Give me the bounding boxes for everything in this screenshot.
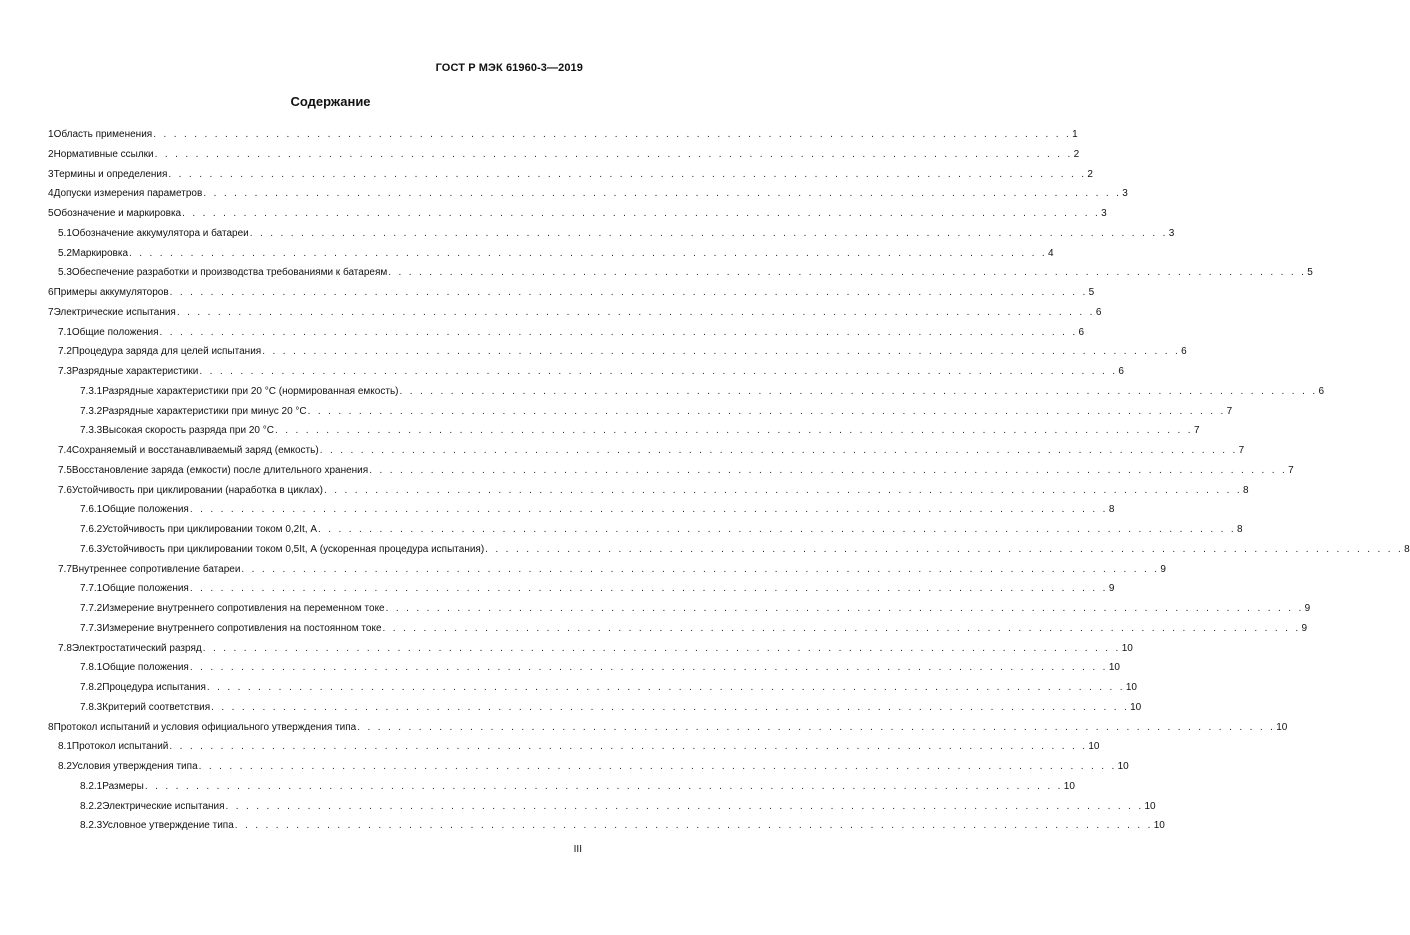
toc-entry-number: 8.2.1 (80, 780, 103, 792)
toc-dot-leader: . . . . . . . . . . . . . . . . . . . . . . . . . . . . . . . . . . . . . . . . . . . . . . . . . . . . . . . . . . . . . . . . . . . . . . . . . . . . . . . . . . . . . . . . . . (388, 267, 1307, 279)
toc-entry-number: 7.3 (58, 366, 72, 377)
toc-entry-page: 8 (1242, 484, 1249, 496)
toc-entry-page: 7 (1193, 425, 1200, 437)
toc-entry-page: 10 (1153, 820, 1165, 832)
toc-entry[interactable] (48, 382, 1325, 402)
toc-dot-leader: . . . . . . . . . . . . . . . . . . . . . . . . . . . . . . . . . . . . . . . . . . . . . . . . . . . . . . . . . . . . . . . . . . . . . . . . . . . . . . . . . . . . . . . . . . (318, 524, 1236, 535)
toc-entry-page: 10 (1088, 741, 1100, 753)
toc-entry[interactable] (48, 658, 1120, 678)
toc-entry-number: 5.3 (58, 267, 72, 279)
toc-entry-title: Примеры аккумуляторов (53, 287, 169, 298)
toc-entry[interactable] (48, 737, 1100, 757)
toc-dot-leader: . . . . . . . . . . . . . . . . . . . . . . . . . . . . . . . . . . . . . . . . . . . . . . . . . . . . . . . . . . . . . . . . . . . . . . . . . . . . . . . . . . . . . . . . . . (307, 405, 1226, 417)
toc-entry-number: 4 (48, 188, 54, 200)
toc-dot-leader: . . . . . . . . . . . . . . . . . . . . . . . . . . . . . . . . . . . . . . . . . . . . . . . . . . . . . . . . . . . . . . . . . . . . . . . . . . . . . . . . . . . . . . . . . . (319, 445, 1238, 456)
page-number: III (573, 844, 582, 855)
toc-dot-leader: . . . . . . . . . . . . . . . . . . . . . . . . . . . . . . . . . . . . . . . . . . . . . . . . . . . . . . . . . . . . . . . . . . . . . . . . . . . . . . . . . . . . . . . . . . (169, 287, 1088, 298)
toc-entry-title: Протокол испытаний и условия официального утверждения типа (53, 721, 357, 733)
toc-entry-page: 5 (1088, 287, 1095, 298)
toc-entry-page: 4 (1048, 247, 1054, 259)
toc-dot-leader: . . . . . . . . . . . . . . . . . . . . . . . . . . . . . . . . . . . . . . . . . . . . . . . . . . . . . . . . . . . . . . . . . . . . . . . . . . . . . . . . . . . . . . . . . . (369, 464, 1288, 476)
toc-entry-title: Обеспечение разработки и производства требованиями к батареям (71, 267, 388, 279)
toc-dot-leader: . . . . . . . . . . . . . . . . . . . . . . . . . . . . . . . . . . . . . . . . . . . . . . . . . . . . . . . . . . . . . . . . . . . . . . . . . . . . . . . . . . . . . . . . . . (249, 227, 1168, 239)
toc-entry[interactable] (48, 224, 1175, 244)
toc-entry-number: 8 (48, 721, 54, 733)
toc-entry[interactable] (48, 204, 1107, 224)
toc-entry[interactable] (48, 777, 1075, 797)
toc-dot-leader: . . . . . . . . . . . . . . . . . . . . . . . . . . . . . . . . . . . . . . . . . . . . . . . . . . . . . . . . . . . . . . . . . . . . . . . . . . . . . . . . . . . . . . . . . . (274, 425, 1193, 437)
toc-entry-title: Общие положения (102, 583, 189, 595)
toc-dot-leader: . . . . . . . . . . . . . . . . . . . . . . . . . . . . . . . . . . . . . . . . . . . . . . . . . . . . . . . . . . . . . . . . . . . . . . . . . . . . . . . . . . . . . . . . . . (182, 208, 1101, 219)
toc-entry[interactable] (48, 342, 1187, 362)
toc-dot-leader: . . . . . . . . . . . . . . . . . . . . . . . . . . . . . . . . . . . . . . . . . . . . . . . . . . . . . . . . . . . . . . . . . . . . . . . . . . . . . . . . . . . . . . . . . . (234, 820, 1153, 832)
toc-entry-number: 1 (48, 129, 54, 140)
toc-entry-title: Устойчивость при циклировании током 0,2It, А (102, 524, 318, 535)
toc-entry-title: Разрядные характеристики при 20 °С (нормированная емкость) (102, 385, 399, 397)
toc-entry-title: Область применения (53, 129, 153, 140)
page-title: Содержание (290, 94, 371, 109)
toc-entry-title: Размеры (102, 780, 144, 792)
toc-entry-title: Термины и определения (53, 168, 168, 180)
toc-entry[interactable] (48, 639, 1133, 659)
toc-entry-number: 7.3.2 (80, 405, 103, 417)
toc-dot-leader: . . . . . . . . . . . . . . . . . . . . . . . . . . . . . . . . . . . . . . . . . . . . . . . . . . . . . . . . . . . . . . . . . . . . . . . . . . . . . . . . . . . . . . . . . . (153, 129, 1072, 140)
toc-entry-page: 6 (1095, 306, 1102, 318)
table-of-contents (48, 125, 1410, 836)
toc-dot-leader: . . . . . . . . . . . . . . . . . . . . . . . . . . . . . . . . . . . . . . . . . . . . . . . . . . . . . . . . . . . . . . . . . . . . . . . . . . . . . . . . . . . . . . . . . . (198, 761, 1117, 772)
toc-entry[interactable] (48, 797, 1156, 817)
toc-entry-page: 9 (1160, 563, 1166, 575)
toc-entry-number: 5 (48, 208, 54, 219)
toc-dot-leader: . . . . . . . . . . . . . . . . . . . . . . . . . . . . . . . . . . . . . . . . . . . . . . . . . . . . . . . . . . . . . . . . . . . . . . . . . . . . . . . . . . . . . . . . . . (199, 366, 1118, 377)
toc-entry-page: 10 (1130, 701, 1142, 713)
toc-entry-number: 7.7.1 (80, 583, 103, 595)
toc-entry[interactable] (48, 184, 1128, 204)
toc-dot-leader: . . . . . . . . . . . . . . . . . . . . . . . . . . . . . . . . . . . . . . . . . . . . . . . . . . . . . . . . . . . . . . . . . . . . . . . . . . . . . . . . . . . . . . . . . . (385, 603, 1304, 614)
toc-entry-title: Измерение внутреннего сопротивления на переменном токе (102, 603, 385, 614)
toc-entry-number: 8.2 (58, 761, 72, 772)
toc-entry[interactable] (48, 402, 1233, 422)
toc-entry-page: 7 (1288, 464, 1294, 476)
toc-entry-number: 5.2 (58, 247, 72, 259)
toc-entry-page: 5 (1307, 267, 1313, 279)
toc-entry-title: Разрядные характеристики (71, 366, 199, 377)
toc-entry[interactable] (48, 441, 1245, 461)
toc-dot-leader: . . . . . . . . . . . . . . . . . . . . . . . . . . . . . . . . . . . . . . . . . . . . . . . . . . . . . . . . . . . . . . . . . . . . . . . . . . . . . . . . . . . . . . . . . . (159, 326, 1078, 338)
toc-entry[interactable] (48, 283, 1095, 303)
toc-entry-title: Процедура испытания (102, 682, 206, 693)
toc-entry-title: Общие положения (102, 504, 189, 516)
toc-entry-number: 7.8.3 (80, 701, 103, 713)
toc-dot-leader: . . . . . . . . . . . . . . . . . . . . . . . . . . . . . . . . . . . . . . . . . . . . . . . . . . . . . . . . . . . . . . . . . . . . . . . . . . . . . . . . . . . . . . . . . . (211, 701, 1130, 713)
document-code: ГОСТ Р МЭК 61960-3—2019 (435, 62, 583, 74)
toc-entry-page: 10 (1063, 780, 1075, 792)
toc-entry-page: 1 (1072, 129, 1078, 140)
toc-entry-number: 5.1 (58, 227, 72, 239)
toc-dot-leader: . . . . . . . . . . . . . . . . . . . . . . . . . . . . . . . . . . . . . . . . . . . . . . . . . . . . . . . . . . . . . . . . . . . . . . . . . . . . . . . . . . . . . . . . . . (154, 148, 1073, 160)
toc-entry-title: Разрядные характеристики при минус 20 °С (102, 405, 307, 417)
toc-entry[interactable] (48, 579, 1115, 599)
toc-dot-leader: . . . . . . . . . . . . . . . . . . . . . . . . . . . . . . . . . . . . . . . . . . . . . . . . . . . . . . . . . . . . . . . . . . . . . . . . . . . . . . . . . . . . . . . . . . (203, 188, 1122, 200)
toc-entry-title: Условное утверждение типа (102, 820, 234, 832)
toc-entry-page: 7 (1238, 445, 1245, 456)
toc-entry-page: 10 (1125, 682, 1137, 693)
toc-entry-page: 6 (1181, 346, 1187, 358)
toc-dot-leader: . . . . . . . . . . . . . . . . . . . . . . . . . . . . . . . . . . . . . . . . . . . . . . . . . . . . . . . . . . . . . . . . . . . . . . . . . . . . . . . . . . . . . . . . . . (206, 682, 1125, 693)
toc-entry-title: Устойчивость при циклировании (наработка в циклах) (71, 484, 323, 496)
toc-entry[interactable] (48, 125, 1078, 145)
toc-entry[interactable] (48, 263, 1313, 283)
toc-entry-page: 7 (1226, 405, 1233, 417)
toc-entry-number: 7.8 (58, 642, 72, 654)
toc-entry-number: 7.8.1 (80, 662, 103, 674)
toc-dot-leader: . . . . . . . . . . . . . . . . . . . . . . . . . . . . . . . . . . . . . . . . . . . . . . . . . . . . . . . . . . . . . . . . . . . . . . . . . . . . . . . . . . . . . . . . . . (169, 741, 1088, 753)
toc-entry-title: Протокол испытаний (71, 741, 169, 753)
toc-dot-leader: . . . . . . . . . . . . . . . . . . . . . . . . . . . . . . . . . . . . . . . . . . . . . . . . . . . . . . . . . . . . . . . . . . . . . . . . . . . . . . . . . . . . . . . . . . (225, 800, 1144, 812)
toc-entry[interactable] (48, 500, 1115, 520)
toc-dot-leader: . . . . . . . . . . . . . . . . . . . . . . . . . . . . . . . . . . . . . . . . . . . . . . . . . . . . . . . . . . . . . . . . . . . . . . . . . . . . . . . . . . . . . . . . . . (241, 563, 1160, 575)
toc-entry[interactable] (48, 698, 1142, 718)
toc-entry[interactable] (48, 599, 1311, 619)
toc-dot-leader: . . . . . . . . . . . . . . . . . . . . . . . . . . . . . . . . . . . . . . . . . . . . . . . . . . . . . . . . . . . . . . . . . . . . . . . . . . . . . . . . . . . . . . . . . . (129, 247, 1047, 259)
toc-entry-number: 8.1 (58, 741, 72, 753)
toc-entry-page: 10 (1144, 800, 1156, 812)
toc-entry-page: 10 (1276, 721, 1288, 733)
toc-entry-number: 3 (48, 168, 54, 180)
toc-entry-title: Общие положения (71, 326, 159, 338)
toc-entry-title: Электрические испытания (53, 306, 176, 318)
toc-dot-leader: . . . . . . . . . . . . . . . . . . . . . . . . . . . . . . . . . . . . . . . . . . . . . . . . . . . . . . . . . . . . . . . . . . . . . . . . . . . . . . . . . . . . . . . . . . (382, 622, 1301, 634)
toc-entry-page: 3 (1122, 188, 1128, 200)
toc-entry[interactable] (48, 481, 1249, 501)
toc-entry-title: Обозначение и маркировка (53, 208, 182, 219)
toc-entry[interactable] (48, 421, 1200, 441)
toc-dot-leader: . . . . . . . . . . . . . . . . . . . . . . . . . . . . . . . . . . . . . . . . . . . . . . . . . . . . . . . . . . . . . . . . . . . . . . . . . . . . . . . . . . . . . . . . . . (399, 385, 1318, 397)
toc-entry-title: Внутреннее сопротивление батареи (71, 563, 241, 575)
toc-entry-title: Устойчивость при циклировании током 0,5It, А (ускоренная процедура испытания) (102, 543, 485, 555)
toc-entry-title: Высокая скорость разряда при 20 °С (102, 425, 274, 437)
toc-entry-page: 2 (1087, 168, 1093, 180)
toc-dot-leader: . . . . . . . . . . . . . . . . . . . . . . . . . . . . . . . . . . . . . . . . . . . . . . . . . . . . . . . . . . . . . . . . . . . . . . . . . . . . . . . . . . . . . . . . . . (176, 306, 1095, 318)
toc-entry-page: 6 (1318, 385, 1325, 397)
toc-entry[interactable] (48, 757, 1129, 777)
toc-entry-title: Условия утверждения типа (71, 761, 198, 772)
toc-entry-title: Электрические испытания (102, 800, 225, 812)
toc-entry-page: 8 (1236, 524, 1243, 535)
toc-entry[interactable] (48, 362, 1124, 382)
toc-dot-leader: . . . . . . . . . . . . . . . . . . . . . . . . . . . . . . . . . . . . . . . . . . . . . . . . . . . . . . . . . . . . . . . . . . . . . . . . . . . . . . . . . . . . . . . . . . (144, 780, 1063, 792)
toc-entry[interactable] (48, 520, 1243, 540)
toc-entry-page: 8 (1404, 543, 1410, 555)
toc-entry[interactable] (48, 323, 1085, 343)
toc-entry-number: 7.7.3 (80, 622, 103, 634)
toc-entry-number: 7.6.1 (80, 504, 103, 516)
toc-entry-title: Измерение внутреннего сопротивления на постоянном токе (102, 622, 382, 634)
toc-entry-number: 7.6 (58, 484, 72, 496)
toc-entry-title: Сохраняемый и восстанавливаемый заряд (емкость) (71, 445, 319, 456)
toc-entry[interactable] (48, 461, 1294, 481)
toc-entry-page: 10 (1121, 642, 1133, 654)
toc-entry-number: 7.2 (58, 346, 72, 358)
toc-entry-title: Нормативные ссылки (53, 148, 154, 160)
toc-dot-leader: . . . . . . . . . . . . . . . . . . . . . . . . . . . . . . . . . . . . . . . . . . . . . . . . . . . . . . . . . . . . . . . . . . . . . . . . . . . . . . . . . . . . . . . . . . (357, 721, 1276, 733)
toc-dot-leader: . . . . . . . . . . . . . . . . . . . . . . . . . . . . . . . . . . . . . . . . . . . . . . . . . . . . . . . . . . . . . . . . . . . . . . . . . . . . . . . . . . . . . . . . . . (189, 662, 1108, 674)
toc-entry-title: Общие положения (102, 662, 189, 674)
toc-entry-title: Электростатический разряд (71, 642, 202, 654)
toc-entry[interactable] (48, 145, 1080, 165)
toc-entry-number: 7.3.1 (80, 385, 103, 397)
toc-entry-number: 7.7 (58, 563, 72, 575)
toc-entry-title: Допуски измерения параметров (53, 188, 203, 200)
toc-entry-number: 8.2.3 (80, 820, 103, 832)
toc-entry-page: 6 (1118, 366, 1124, 377)
toc-entry-page: 3 (1168, 227, 1175, 239)
toc-entry-page: 9 (1301, 622, 1308, 634)
toc-dot-leader: . . . . . . . . . . . . . . . . . . . . . . . . . . . . . . . . . . . . . . . . . . . . . . . . . . . . . . . . . . . . . . . . . . . . . . . . . . . . . . . . . . . . . . . . . . (324, 484, 1242, 496)
toc-entry-page: 10 (1108, 662, 1120, 674)
toc-entry-number: 7.3.3 (80, 425, 103, 437)
toc-entry-number: 7.8.2 (80, 682, 103, 693)
toc-entry-number: 2 (48, 148, 54, 160)
toc-entry-number: 7.4 (58, 445, 72, 456)
toc-entry-title: Маркировка (71, 247, 129, 259)
toc-entry-number: 7.6.2 (80, 524, 103, 535)
toc-entry[interactable] (48, 165, 1093, 185)
toc-entry-title: Восстановление заряда (емкости) после длительного хранения (71, 464, 369, 476)
toc-entry-page: 3 (1101, 208, 1107, 219)
toc-entry-page: 10 (1117, 761, 1129, 772)
toc-entry-number: 7.5 (58, 464, 72, 476)
toc-dot-leader: . . . . . . . . . . . . . . . . . . . . . . . . . . . . . . . . . . . . . . . . . . . . . . . . . . . . . . . . . . . . . . . . . . . . . . . . . . . . . . . . . . . . . . . . . . (168, 168, 1087, 180)
toc-entry-number: 6 (48, 287, 54, 298)
toc-entry[interactable] (48, 540, 1410, 560)
toc-entry[interactable] (48, 678, 1137, 698)
toc-entry-number: 8.2.2 (80, 800, 103, 812)
toc-entry-page: 2 (1073, 148, 1080, 160)
toc-entry-title: Критерий соответствия (102, 701, 211, 713)
toc-entry-page: 9 (1108, 583, 1115, 595)
toc-entry-number: 7.6.3 (80, 543, 103, 555)
toc-entry-number: 7 (48, 306, 54, 318)
toc-entry-number: 7.1 (58, 326, 72, 338)
toc-entry[interactable] (48, 560, 1166, 580)
toc-entry-page: 8 (1108, 504, 1115, 516)
toc-dot-leader: . . . . . . . . . . . . . . . . . . . . . . . . . . . . . . . . . . . . . . . . . . . . . . . . . . . . . . . . . . . . . . . . . . . . . . . . . . . . . . . . . . . . . . . . . . (189, 504, 1108, 516)
toc-entry[interactable] (48, 619, 1308, 639)
toc-dot-leader: . . . . . . . . . . . . . . . . . . . . . . . . . . . . . . . . . . . . . . . . . . . . . . . . . . . . . . . . . . . . . . . . . . . . . . . . . . . . . . . . . . . . . . . . . . (202, 642, 1121, 654)
toc-entry[interactable] (48, 244, 1054, 264)
toc-dot-leader: . . . . . . . . . . . . . . . . . . . . . . . . . . . . . . . . . . . . . . . . . . . . . . . . . . . . . . . . . . . . . . . . . . . . . . . . . . . . . . . . . . . . . . . . . . (189, 583, 1108, 595)
toc-entry[interactable] (48, 816, 1165, 836)
toc-entry[interactable] (48, 303, 1102, 323)
toc-entry-page: 9 (1304, 603, 1311, 614)
toc-dot-leader: . . . . . . . . . . . . . . . . . . . . . . . . . . . . . . . . . . . . . . . . . . . . . . . . . . . . . . . . . . . . . . . . . . . . . . . . . . . . . . . . . . . . . . . . . . (262, 346, 1181, 358)
toc-entry[interactable] (48, 718, 1288, 738)
toc-entry-title: Обозначение аккумулятора и батареи (71, 227, 249, 239)
toc-dot-leader: . . . . . . . . . . . . . . . . . . . . . . . . . . . . . . . . . . . . . . . . . . . . . . . . . . . . . . . . . . . . . . . . . . . . . . . . . . . . . . . . . . . . . . . . . . (485, 543, 1404, 555)
toc-entry-number: 7.7.2 (80, 603, 103, 614)
toc-entry-page: 6 (1078, 326, 1085, 338)
toc-entry-title: Процедура заряда для целей испытания (71, 346, 262, 358)
